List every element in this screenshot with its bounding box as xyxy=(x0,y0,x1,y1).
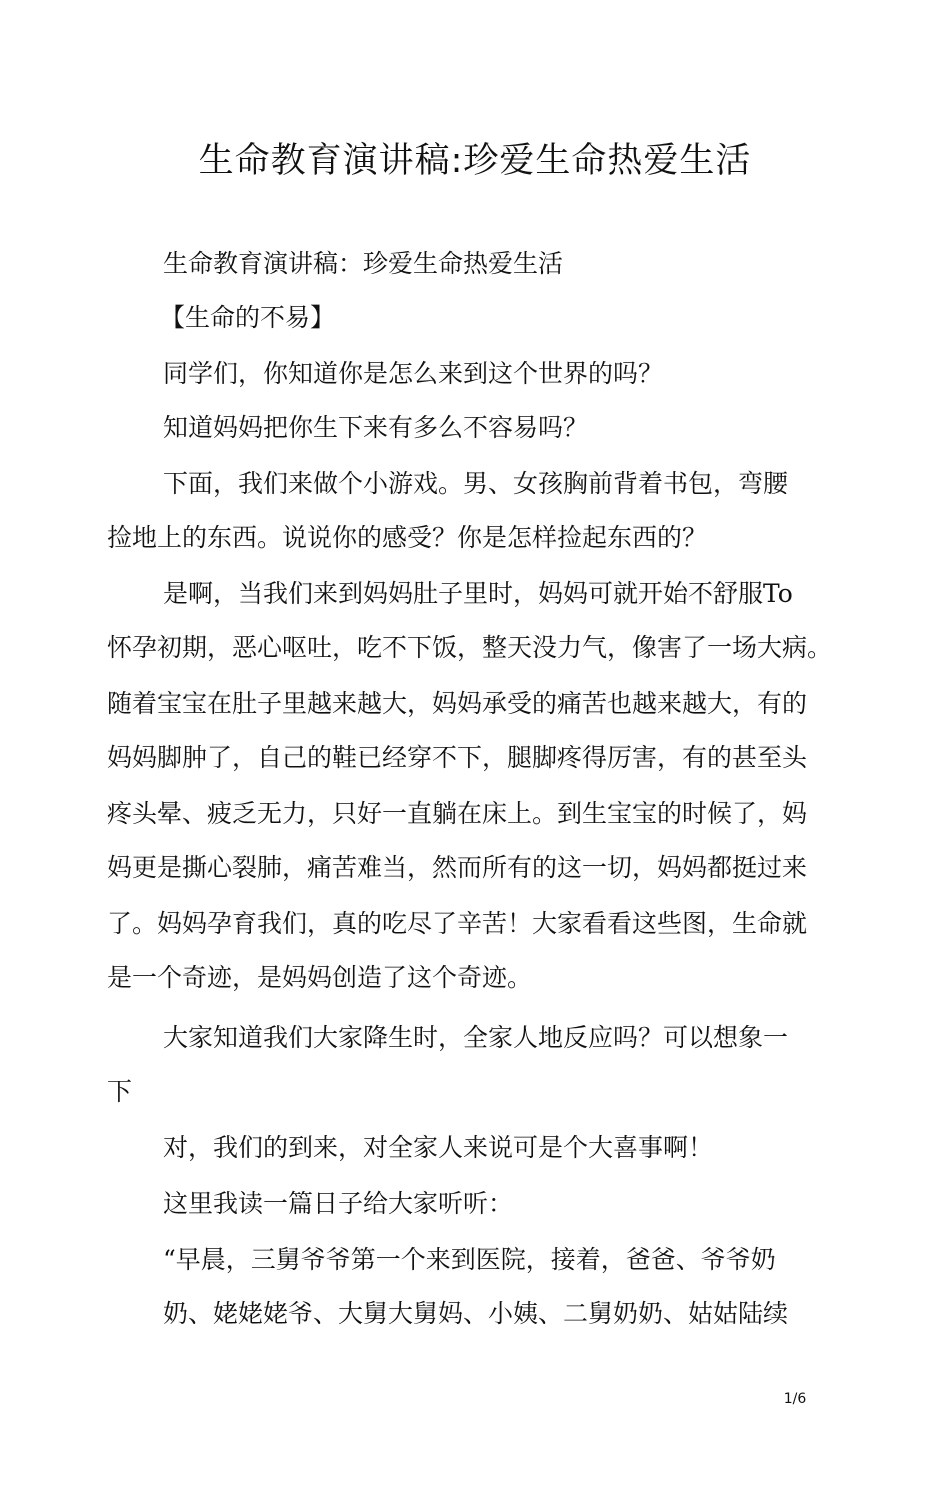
body-line: 妈更是撕心裂肺，痛苦难当，然而所有的这一切，妈妈都挺过来 xyxy=(107,853,808,882)
body-line: 大家知道我们大家降生时，全家人地反应吗？可以想象一 xyxy=(163,1023,789,1052)
body-line: 捡地上的东西。说说你的感受？你是怎样捡起东西的？ xyxy=(107,523,708,552)
body-line: 知道妈妈把你生下来有多么不容易吗？ xyxy=(163,413,589,442)
body-line: 怀孕初期，恶心呕吐，吃不下饭，整天没力气，像害了一场大病。 xyxy=(107,633,833,662)
body-line: 了。妈妈孕育我们，真的吃尽了辛苦！大家看看这些图，生命就 xyxy=(107,909,808,938)
body-line: 是一个奇迹，是妈妈创造了这个奇迹。 xyxy=(107,963,533,992)
body-line: 奶、姥姥姥爷、大舅大舅妈、小姨、二舅奶奶、姑姑陆续 xyxy=(163,1299,789,1328)
body-line: 妈妈脚肿了，自己的鞋已经穿不下，腿脚疼得厉害，有的甚至头 xyxy=(107,743,808,772)
body-line: 同学们，你知道你是怎么来到这个世界的吗？ xyxy=(163,359,664,388)
document-title: 生命教育演讲稿:珍爱生命热爱生活 xyxy=(198,141,752,181)
body-line: 是啊，当我们来到妈妈肚子里时，妈妈可就开始不舒服To xyxy=(163,579,793,608)
body-line: 生命教育演讲稿：珍爱生命热爱生活 xyxy=(163,249,564,278)
body-line: 疼头晕、疲乏无力，只好一直躺在床上。到生宝宝的时候了，妈 xyxy=(107,799,808,828)
body-line: “早晨，三舅爷爷第一个来到医院，接着，爸爸、爷爷奶 xyxy=(163,1245,776,1274)
body-line: 随着宝宝在肚子里越来越大，妈妈承受的痛苦也越来越大，有的 xyxy=(107,689,808,718)
body-line: 下面，我们来做个小游戏。男、女孩胸前背着书包，弯腰 xyxy=(163,469,789,498)
body-line: 对，我们的到来，对全家人来说可是个大喜事啊！ xyxy=(163,1133,714,1162)
page-number: 1/6 xyxy=(783,1391,807,1407)
body-line: 这里我读一篇日子给大家听听： xyxy=(163,1189,514,1218)
body-line: 下 xyxy=(107,1077,133,1106)
section-heading: 【生命的不易】 xyxy=(160,303,336,332)
